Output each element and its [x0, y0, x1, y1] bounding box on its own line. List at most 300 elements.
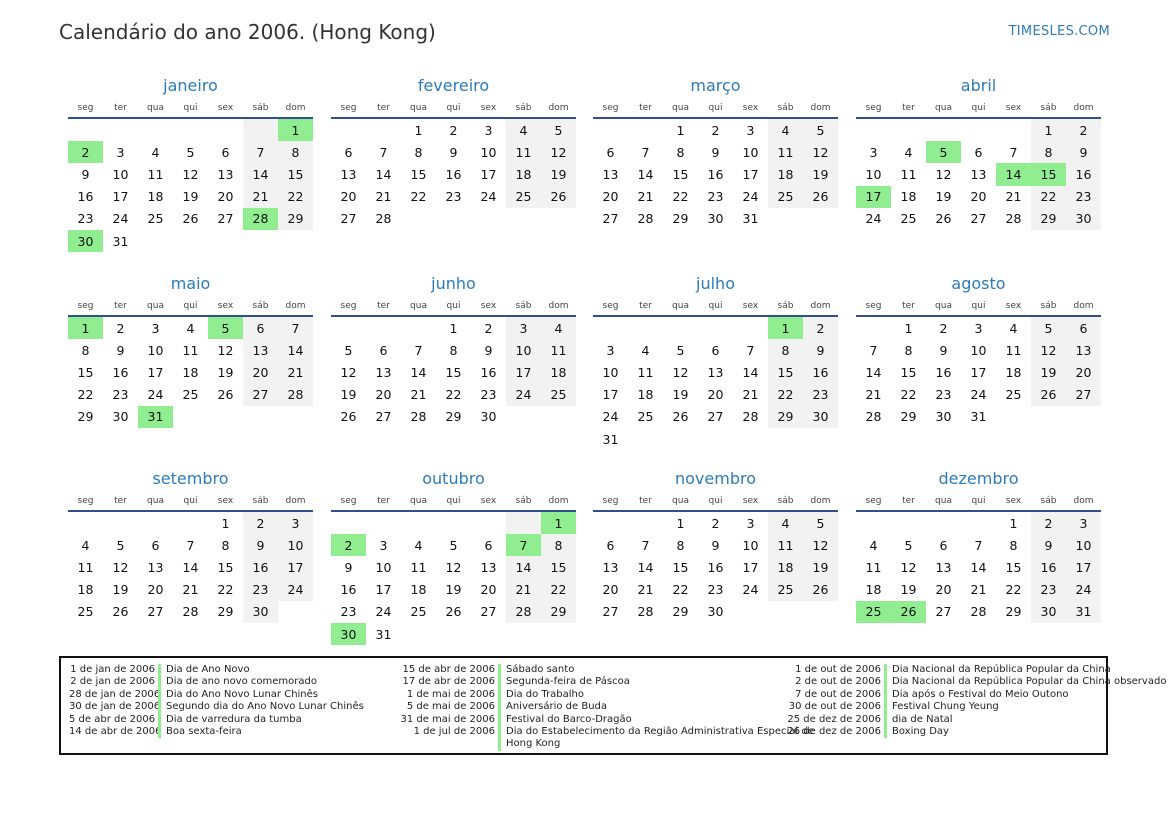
- day-cell[interactable]: 28: [278, 384, 313, 406]
- day-cell[interactable]: 13: [1066, 339, 1101, 361]
- day-cell[interactable]: 19: [900, 582, 917, 598]
- day-cell[interactable]: 16: [340, 582, 357, 598]
- day-cell[interactable]: 5: [344, 342, 353, 358]
- day-cell[interactable]: 13: [375, 364, 392, 380]
- day-cell[interactable]: 19: [541, 163, 576, 185]
- day-cell[interactable]: 8: [1009, 537, 1018, 553]
- day-cell[interactable]: 13: [602, 559, 619, 575]
- day-cell[interactable]: 21: [278, 361, 313, 383]
- holiday-day-cell[interactable]: 7: [506, 534, 541, 556]
- day-cell[interactable]: 8: [81, 342, 90, 358]
- day-cell[interactable]: 17: [506, 361, 541, 383]
- day-cell[interactable]: 22: [278, 186, 313, 208]
- day-cell[interactable]: 24: [602, 409, 619, 425]
- day-cell[interactable]: 13: [147, 559, 164, 575]
- day-cell[interactable]: 16: [243, 556, 278, 578]
- day-cell[interactable]: 2: [449, 122, 458, 138]
- day-cell[interactable]: 22: [445, 387, 462, 403]
- day-cell[interactable]: 28: [410, 409, 427, 425]
- day-cell[interactable]: 12: [803, 141, 838, 163]
- day-cell[interactable]: 21: [506, 579, 541, 601]
- day-cell[interactable]: 8: [904, 342, 913, 358]
- day-cell[interactable]: 14: [375, 166, 392, 182]
- day-cell[interactable]: 23: [1066, 186, 1101, 208]
- day-cell[interactable]: 30: [1066, 208, 1101, 230]
- day-cell[interactable]: 20: [375, 387, 392, 403]
- day-cell[interactable]: 17: [742, 559, 759, 575]
- day-cell[interactable]: 16: [803, 361, 838, 383]
- day-cell[interactable]: 29: [278, 208, 313, 230]
- day-cell[interactable]: 22: [1031, 186, 1066, 208]
- day-cell[interactable]: 3: [379, 537, 388, 553]
- day-cell[interactable]: 23: [935, 387, 952, 403]
- day-cell[interactable]: 15: [217, 559, 234, 575]
- day-cell[interactable]: 8: [449, 342, 458, 358]
- day-cell[interactable]: 31: [375, 626, 392, 642]
- holiday-day-cell[interactable]: 15: [1031, 163, 1066, 185]
- day-cell[interactable]: 7: [278, 317, 313, 339]
- day-cell[interactable]: 13: [340, 166, 357, 182]
- day-cell[interactable]: 23: [480, 387, 497, 403]
- day-cell[interactable]: 27: [935, 604, 952, 620]
- day-cell[interactable]: 11: [900, 166, 917, 182]
- day-cell[interactable]: 16: [1031, 556, 1066, 578]
- day-cell[interactable]: 6: [974, 144, 983, 160]
- day-cell[interactable]: 24: [147, 387, 164, 403]
- day-cell[interactable]: 5: [449, 537, 458, 553]
- day-cell[interactable]: 13: [970, 166, 987, 182]
- holiday-day-cell[interactable]: 14: [996, 163, 1031, 185]
- day-cell[interactable]: 27: [147, 604, 164, 620]
- day-cell[interactable]: 30: [803, 406, 838, 428]
- day-cell[interactable]: 7: [746, 342, 755, 358]
- day-cell[interactable]: 9: [81, 166, 90, 182]
- day-cell[interactable]: 16: [445, 166, 462, 182]
- day-cell[interactable]: 9: [484, 342, 493, 358]
- day-cell[interactable]: 5: [116, 537, 125, 553]
- day-cell[interactable]: 1: [676, 122, 685, 138]
- day-cell[interactable]: 25: [637, 409, 654, 425]
- day-cell[interactable]: 20: [147, 582, 164, 598]
- day-cell[interactable]: 7: [379, 144, 388, 160]
- day-cell[interactable]: 15: [672, 559, 689, 575]
- holiday-day-cell[interactable]: 17: [856, 186, 891, 208]
- day-cell[interactable]: 26: [182, 211, 199, 227]
- day-cell[interactable]: 26: [340, 409, 357, 425]
- day-cell[interactable]: 19: [672, 387, 689, 403]
- day-cell[interactable]: 7: [869, 342, 878, 358]
- day-cell[interactable]: 12: [112, 559, 129, 575]
- day-cell[interactable]: 22: [768, 384, 803, 406]
- day-cell[interactable]: 18: [541, 361, 576, 383]
- day-cell[interactable]: 18: [900, 189, 917, 205]
- day-cell[interactable]: 29: [1005, 604, 1022, 620]
- day-cell[interactable]: 3: [278, 512, 313, 534]
- day-cell[interactable]: 3: [116, 144, 125, 160]
- day-cell[interactable]: 13: [243, 339, 278, 361]
- day-cell[interactable]: 11: [77, 559, 94, 575]
- day-cell[interactable]: 9: [803, 339, 838, 361]
- day-cell[interactable]: 5: [541, 119, 576, 141]
- day-cell[interactable]: 20: [1066, 361, 1101, 383]
- holiday-day-cell[interactable]: 1: [68, 317, 103, 339]
- day-cell[interactable]: 21: [243, 186, 278, 208]
- day-cell[interactable]: 12: [217, 342, 234, 358]
- day-cell[interactable]: 24: [742, 189, 759, 205]
- day-cell[interactable]: 25: [768, 579, 803, 601]
- holiday-day-cell[interactable]: 2: [68, 141, 103, 163]
- day-cell[interactable]: 28: [506, 601, 541, 623]
- day-cell[interactable]: 12: [1031, 339, 1066, 361]
- day-cell[interactable]: 21: [970, 582, 987, 598]
- day-cell[interactable]: 15: [1005, 559, 1022, 575]
- day-cell[interactable]: 10: [865, 166, 882, 182]
- day-cell[interactable]: 20: [243, 361, 278, 383]
- day-cell[interactable]: 4: [81, 537, 90, 553]
- day-cell[interactable]: 26: [935, 211, 952, 227]
- day-cell[interactable]: 23: [340, 604, 357, 620]
- day-cell[interactable]: 17: [480, 166, 497, 182]
- day-cell[interactable]: 6: [379, 342, 388, 358]
- day-cell[interactable]: 14: [865, 364, 882, 380]
- day-cell[interactable]: 4: [768, 512, 803, 534]
- day-cell[interactable]: 18: [182, 364, 199, 380]
- day-cell[interactable]: 17: [602, 387, 619, 403]
- day-cell[interactable]: 27: [602, 604, 619, 620]
- day-cell[interactable]: 6: [606, 144, 615, 160]
- day-cell[interactable]: 6: [484, 537, 493, 553]
- day-cell[interactable]: 18: [77, 582, 94, 598]
- day-cell[interactable]: 15: [768, 361, 803, 383]
- day-cell[interactable]: 15: [900, 364, 917, 380]
- day-cell[interactable]: 17: [1066, 556, 1101, 578]
- day-cell[interactable]: 15: [77, 364, 94, 380]
- day-cell[interactable]: 9: [1066, 141, 1101, 163]
- day-cell[interactable]: 6: [1066, 317, 1101, 339]
- day-cell[interactable]: 12: [672, 364, 689, 380]
- day-cell[interactable]: 14: [637, 166, 654, 182]
- day-cell[interactable]: 24: [865, 211, 882, 227]
- day-cell[interactable]: 27: [970, 211, 987, 227]
- day-cell[interactable]: 20: [480, 582, 497, 598]
- day-cell[interactable]: 19: [803, 163, 838, 185]
- day-cell[interactable]: 23: [803, 384, 838, 406]
- day-cell[interactable]: 12: [182, 166, 199, 182]
- day-cell[interactable]: 26: [1031, 384, 1066, 406]
- day-cell[interactable]: 28: [865, 409, 882, 425]
- day-cell[interactable]: 18: [865, 582, 882, 598]
- day-cell[interactable]: 11: [768, 141, 803, 163]
- day-cell[interactable]: 17: [278, 556, 313, 578]
- day-cell[interactable]: 27: [480, 604, 497, 620]
- day-cell[interactable]: 13: [602, 166, 619, 182]
- day-cell[interactable]: 25: [900, 211, 917, 227]
- day-cell[interactable]: 15: [278, 163, 313, 185]
- day-cell[interactable]: 14: [506, 556, 541, 578]
- day-cell[interactable]: 1: [1009, 515, 1018, 531]
- day-cell[interactable]: 23: [112, 387, 129, 403]
- day-cell[interactable]: 19: [112, 582, 129, 598]
- day-cell[interactable]: 21: [410, 387, 427, 403]
- day-cell[interactable]: 8: [541, 534, 576, 556]
- day-cell[interactable]: 17: [970, 364, 987, 380]
- day-cell[interactable]: 6: [344, 144, 353, 160]
- day-cell[interactable]: 28: [182, 604, 199, 620]
- day-cell[interactable]: 5: [676, 342, 685, 358]
- day-cell[interactable]: 4: [541, 317, 576, 339]
- day-cell[interactable]: 31: [1066, 601, 1101, 623]
- day-cell[interactable]: 28: [970, 604, 987, 620]
- day-cell[interactable]: 25: [77, 604, 94, 620]
- day-cell[interactable]: 5: [1031, 317, 1066, 339]
- day-cell[interactable]: 18: [768, 163, 803, 185]
- day-cell[interactable]: 28: [742, 409, 759, 425]
- day-cell[interactable]: 22: [77, 387, 94, 403]
- day-cell[interactable]: 27: [707, 409, 724, 425]
- day-cell[interactable]: 21: [182, 582, 199, 598]
- day-cell[interactable]: 26: [445, 604, 462, 620]
- day-cell[interactable]: 27: [217, 211, 234, 227]
- day-cell[interactable]: 12: [541, 141, 576, 163]
- day-cell[interactable]: 29: [672, 604, 689, 620]
- holiday-day-cell[interactable]: 30: [331, 623, 366, 645]
- day-cell[interactable]: 10: [742, 144, 759, 160]
- day-cell[interactable]: 26: [803, 186, 838, 208]
- day-cell[interactable]: 31: [112, 233, 129, 249]
- day-cell[interactable]: 28: [375, 211, 392, 227]
- day-cell[interactable]: 24: [1066, 579, 1101, 601]
- day-cell[interactable]: 21: [742, 387, 759, 403]
- day-cell[interactable]: 24: [506, 384, 541, 406]
- day-cell[interactable]: 17: [375, 582, 392, 598]
- day-cell[interactable]: 10: [602, 364, 619, 380]
- day-cell[interactable]: 7: [186, 537, 195, 553]
- day-cell[interactable]: 25: [541, 384, 576, 406]
- day-cell[interactable]: 14: [410, 364, 427, 380]
- holiday-day-cell[interactable]: 1: [768, 317, 803, 339]
- day-cell[interactable]: 21: [637, 582, 654, 598]
- day-cell[interactable]: 1: [221, 515, 230, 531]
- day-cell[interactable]: 9: [711, 144, 720, 160]
- day-cell[interactable]: 20: [340, 189, 357, 205]
- day-cell[interactable]: 11: [182, 342, 199, 358]
- holiday-day-cell[interactable]: 1: [541, 512, 576, 534]
- day-cell[interactable]: 2: [116, 320, 125, 336]
- day-cell[interactable]: 25: [1005, 387, 1022, 403]
- day-cell[interactable]: 16: [480, 364, 497, 380]
- day-cell[interactable]: 14: [182, 559, 199, 575]
- day-cell[interactable]: 9: [344, 559, 353, 575]
- day-cell[interactable]: 11: [410, 559, 427, 575]
- day-cell[interactable]: 2: [711, 515, 720, 531]
- day-cell[interactable]: 27: [375, 409, 392, 425]
- holiday-day-cell[interactable]: 26: [891, 601, 926, 623]
- day-cell[interactable]: 5: [186, 144, 195, 160]
- day-cell[interactable]: 2: [803, 317, 838, 339]
- day-cell[interactable]: 15: [672, 166, 689, 182]
- day-cell[interactable]: 6: [711, 342, 720, 358]
- day-cell[interactable]: 1: [1031, 119, 1066, 141]
- day-cell[interactable]: 31: [970, 409, 987, 425]
- day-cell[interactable]: 31: [602, 431, 619, 447]
- day-cell[interactable]: 16: [707, 559, 724, 575]
- day-cell[interactable]: 12: [900, 559, 917, 575]
- day-cell[interactable]: 28: [637, 604, 654, 620]
- day-cell[interactable]: 14: [742, 364, 759, 380]
- day-cell[interactable]: 25: [182, 387, 199, 403]
- day-cell[interactable]: 2: [939, 320, 948, 336]
- day-cell[interactable]: 13: [707, 364, 724, 380]
- day-cell[interactable]: 29: [541, 601, 576, 623]
- day-cell[interactable]: 24: [970, 387, 987, 403]
- day-cell[interactable]: 9: [711, 537, 720, 553]
- day-cell[interactable]: 24: [112, 211, 129, 227]
- day-cell[interactable]: 6: [221, 144, 230, 160]
- day-cell[interactable]: 25: [506, 186, 541, 208]
- day-cell[interactable]: 3: [1066, 512, 1101, 534]
- day-cell[interactable]: 14: [278, 339, 313, 361]
- day-cell[interactable]: 5: [904, 537, 913, 553]
- day-cell[interactable]: 8: [768, 339, 803, 361]
- day-cell[interactable]: 1: [676, 515, 685, 531]
- day-cell[interactable]: 3: [746, 515, 755, 531]
- day-cell[interactable]: 26: [803, 579, 838, 601]
- day-cell[interactable]: 30: [1031, 601, 1066, 623]
- day-cell[interactable]: 15: [541, 556, 576, 578]
- day-cell[interactable]: 16: [77, 189, 94, 205]
- day-cell[interactable]: 19: [1031, 361, 1066, 383]
- day-cell[interactable]: 18: [768, 556, 803, 578]
- day-cell[interactable]: 10: [1066, 534, 1101, 556]
- day-cell[interactable]: 3: [151, 320, 160, 336]
- day-cell[interactable]: 3: [974, 320, 983, 336]
- day-cell[interactable]: 23: [77, 211, 94, 227]
- day-cell[interactable]: 10: [480, 144, 497, 160]
- day-cell[interactable]: 27: [340, 211, 357, 227]
- day-cell[interactable]: 3: [746, 122, 755, 138]
- day-cell[interactable]: 6: [939, 537, 948, 553]
- day-cell[interactable]: 19: [445, 582, 462, 598]
- holiday-day-cell[interactable]: 1: [278, 119, 313, 141]
- day-cell[interactable]: 17: [742, 166, 759, 182]
- day-cell[interactable]: 4: [768, 119, 803, 141]
- day-cell[interactable]: 10: [970, 342, 987, 358]
- day-cell[interactable]: 14: [243, 163, 278, 185]
- day-cell[interactable]: 16: [1066, 163, 1101, 185]
- day-cell[interactable]: 7: [1009, 144, 1018, 160]
- holiday-day-cell[interactable]: 31: [138, 406, 173, 428]
- day-cell[interactable]: 18: [410, 582, 427, 598]
- day-cell[interactable]: 22: [1005, 582, 1022, 598]
- day-cell[interactable]: 3: [606, 342, 615, 358]
- day-cell[interactable]: 12: [340, 364, 357, 380]
- day-cell[interactable]: 12: [803, 534, 838, 556]
- day-cell[interactable]: 19: [935, 189, 952, 205]
- day-cell[interactable]: 11: [768, 534, 803, 556]
- day-cell[interactable]: 25: [410, 604, 427, 620]
- day-cell[interactable]: 29: [445, 409, 462, 425]
- day-cell[interactable]: 21: [637, 189, 654, 205]
- day-cell[interactable]: 8: [676, 144, 685, 160]
- day-cell[interactable]: 7: [974, 537, 983, 553]
- day-cell[interactable]: 20: [602, 189, 619, 205]
- day-cell[interactable]: 17: [112, 189, 129, 205]
- day-cell[interactable]: 8: [414, 144, 423, 160]
- day-cell[interactable]: 29: [217, 604, 234, 620]
- day-cell[interactable]: 10: [375, 559, 392, 575]
- day-cell[interactable]: 31: [742, 211, 759, 227]
- day-cell[interactable]: 10: [147, 342, 164, 358]
- day-cell[interactable]: 7: [641, 537, 650, 553]
- day-cell[interactable]: 24: [278, 579, 313, 601]
- day-cell[interactable]: 30: [243, 601, 278, 623]
- day-cell[interactable]: 19: [217, 364, 234, 380]
- day-cell[interactable]: 19: [340, 387, 357, 403]
- day-cell[interactable]: 4: [506, 119, 541, 141]
- day-cell[interactable]: 23: [1031, 579, 1066, 601]
- day-cell[interactable]: 24: [742, 582, 759, 598]
- day-cell[interactable]: 18: [1005, 364, 1022, 380]
- day-cell[interactable]: 28: [637, 211, 654, 227]
- day-cell[interactable]: 8: [676, 537, 685, 553]
- day-cell[interactable]: 1: [414, 122, 423, 138]
- day-cell[interactable]: 22: [541, 579, 576, 601]
- day-cell[interactable]: 13: [217, 166, 234, 182]
- day-cell[interactable]: 5: [803, 512, 838, 534]
- day-cell[interactable]: 2: [711, 122, 720, 138]
- day-cell[interactable]: 26: [541, 186, 576, 208]
- holiday-day-cell[interactable]: 25: [856, 601, 891, 623]
- day-cell[interactable]: 17: [147, 364, 164, 380]
- day-cell[interactable]: 9: [1031, 534, 1066, 556]
- day-cell[interactable]: 30: [112, 409, 129, 425]
- day-cell[interactable]: 20: [707, 387, 724, 403]
- day-cell[interactable]: 18: [506, 163, 541, 185]
- day-cell[interactable]: 13: [935, 559, 952, 575]
- day-cell[interactable]: 18: [147, 189, 164, 205]
- day-cell[interactable]: 29: [900, 409, 917, 425]
- day-cell[interactable]: 3: [484, 122, 493, 138]
- day-cell[interactable]: 2: [1031, 512, 1066, 534]
- day-cell[interactable]: 12: [935, 166, 952, 182]
- day-cell[interactable]: 21: [1005, 189, 1022, 205]
- day-cell[interactable]: 11: [865, 559, 882, 575]
- day-cell[interactable]: 11: [506, 141, 541, 163]
- day-cell[interactable]: 13: [480, 559, 497, 575]
- holiday-day-cell[interactable]: 28: [243, 208, 278, 230]
- day-cell[interactable]: 23: [445, 189, 462, 205]
- day-cell[interactable]: 25: [147, 211, 164, 227]
- day-cell[interactable]: 14: [637, 559, 654, 575]
- day-cell[interactable]: 27: [602, 211, 619, 227]
- day-cell[interactable]: 2: [484, 320, 493, 336]
- day-cell[interactable]: 30: [707, 211, 724, 227]
- holiday-day-cell[interactable]: 5: [926, 141, 961, 163]
- day-cell[interactable]: 25: [768, 186, 803, 208]
- day-cell[interactable]: 30: [707, 604, 724, 620]
- day-cell[interactable]: 19: [803, 556, 838, 578]
- day-cell[interactable]: 2: [1066, 119, 1101, 141]
- day-cell[interactable]: 15: [445, 364, 462, 380]
- day-cell[interactable]: 27: [1066, 384, 1101, 406]
- day-cell[interactable]: 9: [449, 144, 458, 160]
- day-cell[interactable]: 21: [375, 189, 392, 205]
- day-cell[interactable]: 4: [186, 320, 195, 336]
- day-cell[interactable]: 20: [970, 189, 987, 205]
- day-cell[interactable]: 1: [449, 320, 458, 336]
- day-cell[interactable]: 2: [243, 512, 278, 534]
- day-cell[interactable]: 16: [112, 364, 129, 380]
